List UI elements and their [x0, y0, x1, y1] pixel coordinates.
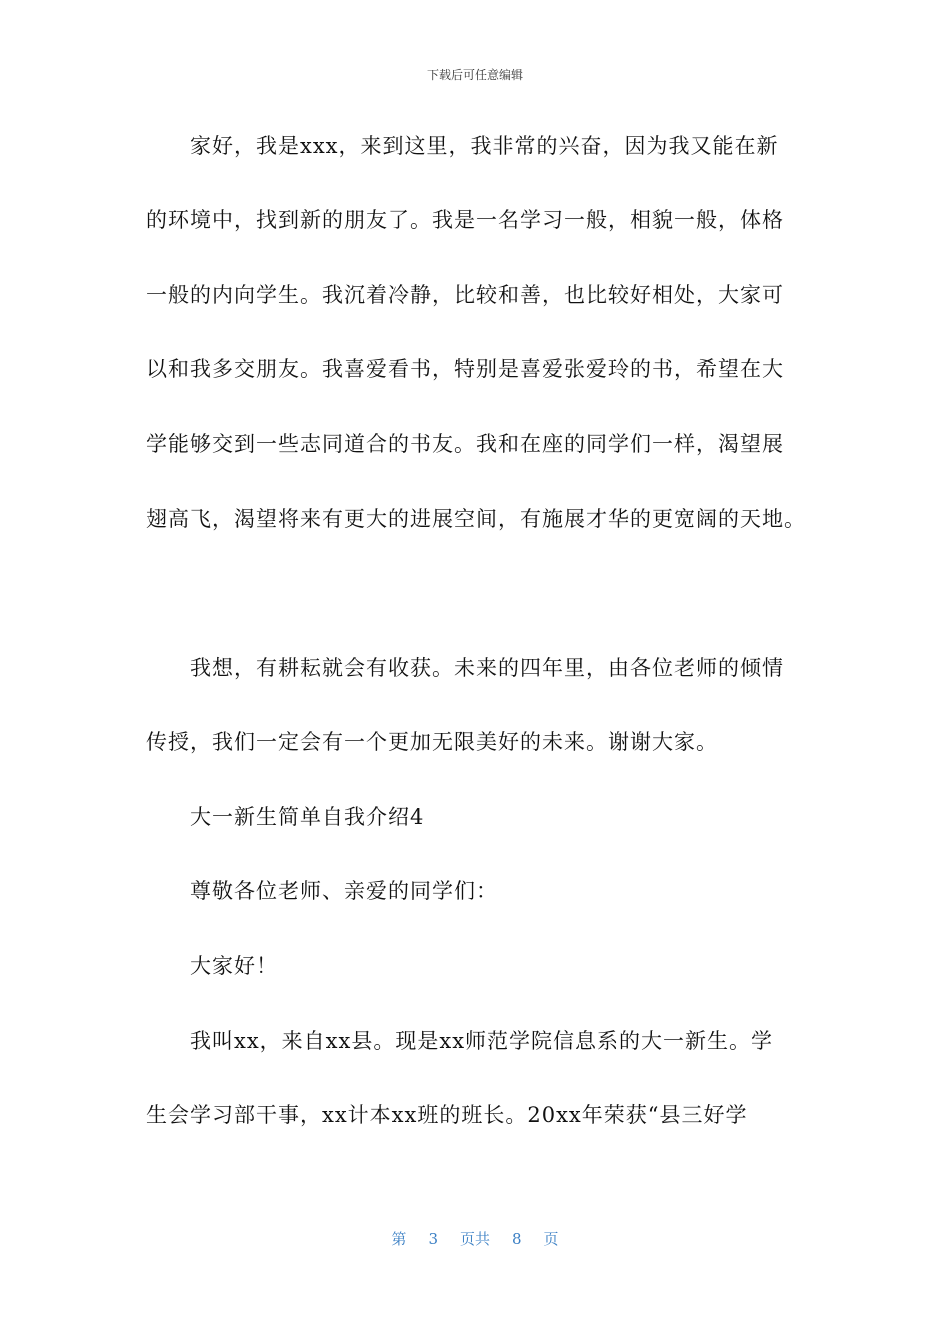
text-line: 以和我多交朋友。我喜爱看书，特别是喜爱张爱玲的书，希望在大 — [146, 357, 784, 381]
text-line: 家好，我是xxx，来到这里，我非常的兴奋，因为我又能在新 — [190, 134, 779, 158]
greeting: 大家好！ — [190, 954, 278, 978]
section-heading: 大一新生简单自我介绍4 — [190, 805, 425, 829]
salutation: 尊敬各位老师、亲爱的同学们： — [190, 879, 498, 903]
current-page-number: 3 — [428, 1230, 438, 1248]
footer-prefix: 第 — [391, 1230, 407, 1248]
text-line: 一般的内向学生。我沉着冷静，比较和善，也比较好相处，大家可 — [146, 283, 784, 307]
page-footer — [0, 1228, 950, 1249]
text-line: 我叫xx，来自xx县。现是xx师范学院信息系的大一新生。学 — [190, 1029, 774, 1053]
header-note: 下载后可任意编辑 — [426, 68, 523, 82]
text-line: 的环境中，找到新的朋友了。我是一名学习一般，相貌一般，体格 — [146, 208, 784, 232]
total-pages-number: 8 — [512, 1230, 522, 1248]
footer-suffix: 页 — [543, 1230, 559, 1248]
text-line: 学能够交到一些志同道合的书友。我和在座的同学们一样，渴望展 — [146, 432, 784, 456]
text-line: 翅高飞，渴望将来有更大的进展空间，有施展才华的更宽阔的天地。 — [146, 507, 806, 531]
footer-middle: 页共 — [459, 1230, 490, 1248]
text-line: 传授，我们一定会有一个更加无限美好的未来。谢谢大家。 — [146, 730, 718, 754]
text-line: 我想，有耕耘就会有收获。未来的四年里，由各位老师的倾情 — [190, 656, 784, 680]
text-line: 生会学习部干事，xx计本xx班的班长。20xx年荣获“县三好学 — [146, 1103, 748, 1127]
